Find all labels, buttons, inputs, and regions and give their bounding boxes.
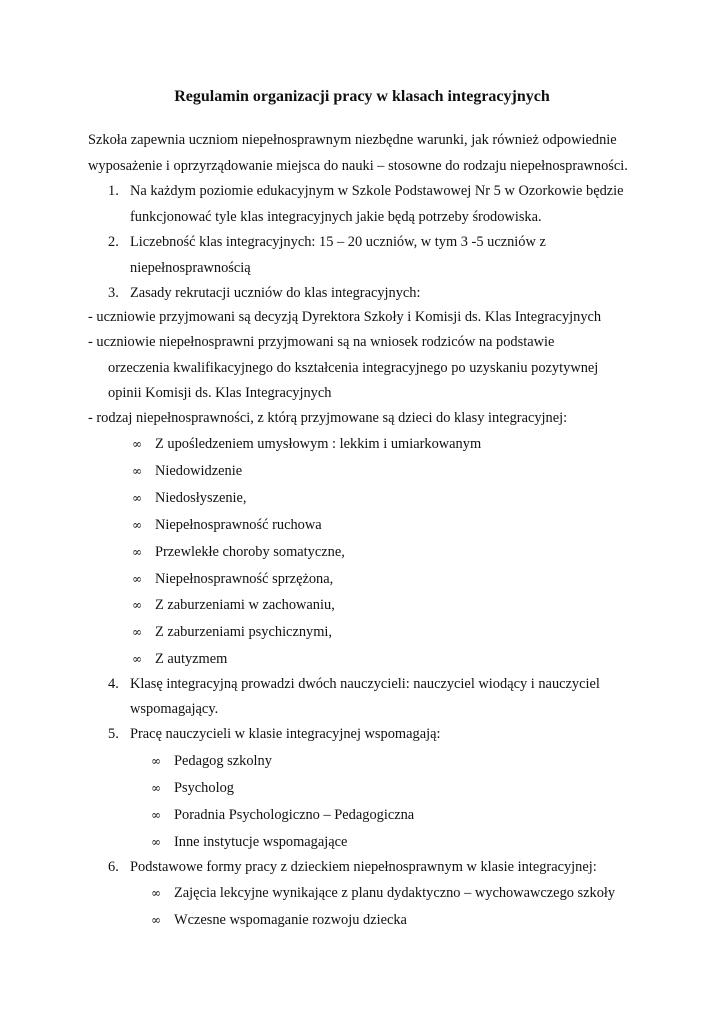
bullet-item: Zajęcia lekcyjne wynikające z planu dydaktyczno – wychowawczego szkoły [174, 885, 616, 901]
infinity-bullet-icon: ∞ [132, 572, 142, 586]
infinity-bullet-icon: ∞ [151, 754, 161, 768]
list-item-text: Podstawowe formy pracy z dzieckiem niepełnosprawnym w klasie integracyjnej: [130, 859, 597, 875]
intro-line: wyposażenie i oprzyrządowanie miejsca do nauki – stosowne do rodzaju niepełnosprawności. [88, 158, 628, 174]
infinity-bullet-icon: ∞ [132, 464, 142, 478]
bullet-item: Psycholog [174, 780, 234, 796]
list-item-text: Zasady rekrutacji uczniów do klas integracyjnych: [130, 285, 421, 301]
bullet-item: Inne instytucje wspomagające [174, 834, 348, 850]
list-number: 4. [108, 676, 119, 692]
bullet-item: Niedosłyszenie, [155, 490, 247, 506]
infinity-bullet-icon: ∞ [151, 886, 161, 900]
list-item-text: Liczebność klas integracyjnych: 15 – 20 uczniów, w tym 3 -5 uczniów z [130, 234, 546, 250]
bullet-item: Przewlekłe choroby somatyczne, [155, 544, 345, 560]
bullet-item: Wczesne wspomaganie rozwoju dziecka [174, 912, 407, 928]
rule-line: - uczniowie niepełnosprawni przyjmowani są na wniosek rodziców na podstawie [88, 334, 555, 350]
list-number: 6. [108, 859, 119, 875]
infinity-bullet-icon: ∞ [132, 518, 142, 532]
list-item-text: niepełnosprawnością [130, 260, 251, 276]
bullet-item: Z upośledzeniem umysłowym : lekkim i umiarkowanym [155, 436, 482, 452]
bullet-item: Niepełnosprawność ruchowa [155, 517, 322, 533]
list-item-text: Na każdym poziomie edukacyjnym w Szkole Podstawowej Nr 5 w Ozorkowie będzie [130, 183, 624, 199]
list-item-text: Klasę integracyjną prowadzi dwóch nauczycieli: nauczyciel wiodący i nauczyciel [130, 676, 600, 692]
intro-line: Szkoła zapewnia uczniom niepełnosprawnym niezbędne warunki, jak również odpowiednie [88, 132, 617, 148]
infinity-bullet-icon: ∞ [132, 652, 142, 666]
bullet-item: Z zaburzeniami psychicznymi, [155, 624, 333, 640]
bullet-item: Niepełnosprawność sprzężona, [155, 571, 334, 587]
list-number: 1. [108, 183, 119, 199]
bullet-item: Z zaburzeniami w zachowaniu, [155, 597, 335, 613]
list-number: 3. [108, 285, 119, 301]
document-title: Regulamin organizacji pracy w klasach integracyjnych [174, 88, 550, 105]
list-item-text: Pracę nauczycieli w klasie integracyjnej wspomagają: [130, 726, 441, 742]
bullet-item: Poradnia Psychologiczno – Pedagogiczna [174, 807, 415, 823]
infinity-bullet-icon: ∞ [132, 625, 142, 639]
bullet-item: Z autyzmem [155, 651, 228, 667]
rule-line: opinii Komisji ds. Klas Integracyjnych [108, 385, 332, 401]
list-item-text: funkcjonować tyle klas integracyjnych jakie będą potrzeby środowiska. [130, 209, 542, 225]
infinity-bullet-icon: ∞ [151, 913, 161, 927]
infinity-bullet-icon: ∞ [151, 808, 161, 822]
infinity-bullet-icon: ∞ [151, 835, 161, 849]
bullet-item: Pedagog szkolny [174, 753, 272, 769]
infinity-bullet-icon: ∞ [151, 781, 161, 795]
infinity-bullet-icon: ∞ [132, 598, 142, 612]
rule-line: orzeczenia kwalifikacyjnego do kształcenia integracyjnego po uzyskaniu pozytywnej [108, 360, 599, 376]
list-item-text: wspomagający. [130, 701, 219, 717]
list-number: 5. [108, 726, 119, 742]
infinity-bullet-icon: ∞ [132, 491, 142, 505]
infinity-bullet-icon: ∞ [132, 437, 142, 451]
list-number: 2. [108, 234, 119, 250]
infinity-bullet-icon: ∞ [132, 545, 142, 559]
rule-line: - rodzaj niepełnosprawności, z którą przyjmowane są dzieci do klasy integracyjnej: [88, 410, 568, 426]
rule-line: - uczniowie przyjmowani są decyzją Dyrektora Szkoły i Komisji ds. Klas Integracyjnych [88, 309, 602, 325]
bullet-item: Niedowidzenie [155, 463, 243, 479]
